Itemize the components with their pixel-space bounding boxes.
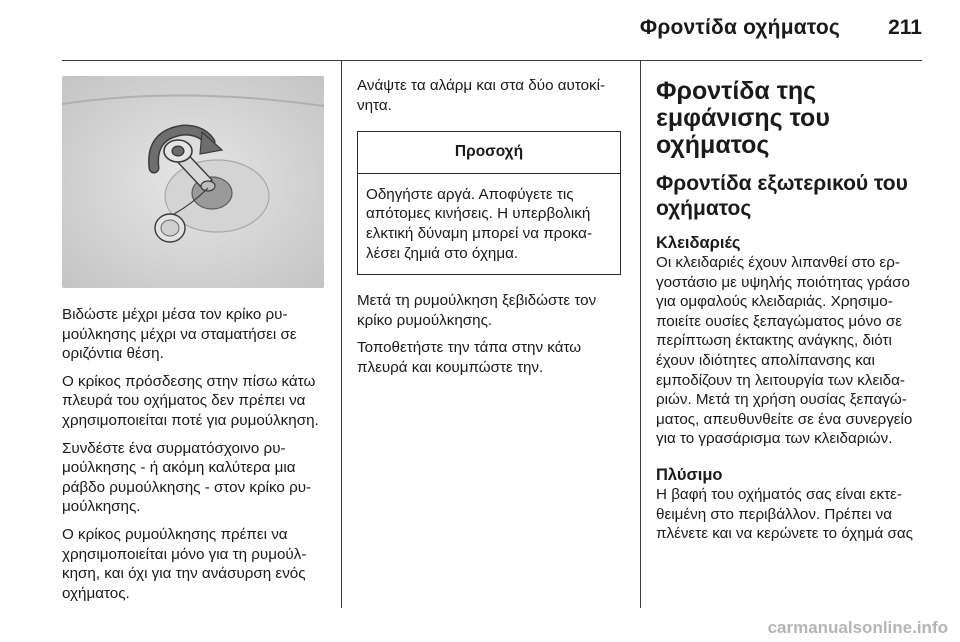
page-number: 211 xyxy=(888,16,922,39)
section-heading: Φροντίδα εξωτερικού του οχήματος xyxy=(656,172,908,220)
subsection-heading-washing: Πλύσιμο xyxy=(656,465,723,484)
caution-title: Προσοχή xyxy=(358,132,620,174)
paragraph: Η βαφή του οχήματός σας είναι εκτεθειμένη στο περιβάλλον. Πρέπει να πλένετε και να κερώνετε το όχημά σας xyxy=(656,485,913,543)
paragraph: Βιδώστε μέχρι μέσα τον κρίκο ρυμούλκησης μέχρι να σταματήσει σε οριζόντια θέση. xyxy=(62,306,297,363)
header-rule xyxy=(62,60,922,61)
subsection-heading-locks: Κλειδαριές xyxy=(656,234,741,252)
paragraph: Ο κρίκος ρυμούλκησης πρέπει να χρησιμοποιείται μόνο για τη ρυμούλκηση, και όχι για την ανάσυρση ενός οχήματος. xyxy=(62,525,307,602)
column-divider xyxy=(640,60,641,608)
watermark: carmanualsonline.info xyxy=(767,618,948,637)
caution-text: Οδηγήστε αργά. Αποφύγετε τις απότομες κινήσεις. Η υπερβολική ελκτική δύναμη μπορεί να προκαλέσει ζημιά στο όχημα. xyxy=(366,185,593,262)
column-divider xyxy=(341,60,342,608)
cover-cap-shape xyxy=(155,214,185,242)
column-3 xyxy=(656,76,930,544)
paragraph: Οι κλειδαριές έχουν λιπανθεί στο εργοστάσιο με υψηλής ποιότητας γράσο για ομφαλούς κλειδαριάς. Χρησιμοποιείτε ουσίες ξεπαγώματος μόνο σε περίπτωση έκτακτης ανάγκης, διότι έχουν ιδιότητες απολίπανσης και εμποδίζουν τη λειτουργία των κλειδαριών. Μετά τη χρήση ουσίας ξεπαγώματος, απευθυνθείτε σε ένα συνεργείο για το γρασάρισμα των κλειδαριών. xyxy=(656,254,913,448)
caution-box xyxy=(357,131,621,275)
paragraph: Ο κρίκος πρόσδεσης στην πίσω κάτω πλευρά του οχήματος δεν πρέπει να χρησιμοποιείται ποτέ για ρυμούλκηση. xyxy=(62,372,319,429)
running-header-title: Φροντίδα οχήματος xyxy=(639,16,840,39)
towing-eye-drawing xyxy=(62,76,324,288)
towing-eye-illustration xyxy=(62,76,324,288)
paragraph: Τοποθετήστε την τάπα στην κάτω πλευρά και κουμπώστε την. xyxy=(357,339,582,376)
paragraph: Συνδέστε ένα συρματόσχοινο ρυμούλκησης - ή ακόμη καλύτερα μια ράβδο ρυμούλκησης - στον κρίκο ρυμούλκησης. xyxy=(62,439,312,516)
paragraph: Μετά τη ρυμούλκηση ξεβιδώστε τον κρίκο ρυμούλκησης. xyxy=(357,292,597,329)
column-2 xyxy=(357,76,625,386)
chapter-heading: Φροντίδα της εμφάνισης του οχήματος xyxy=(656,77,830,159)
column-1 xyxy=(62,305,330,611)
paragraph: Ανάψτε τα αλάρμ και στα δύο αυτοκίνητα. xyxy=(357,77,606,114)
